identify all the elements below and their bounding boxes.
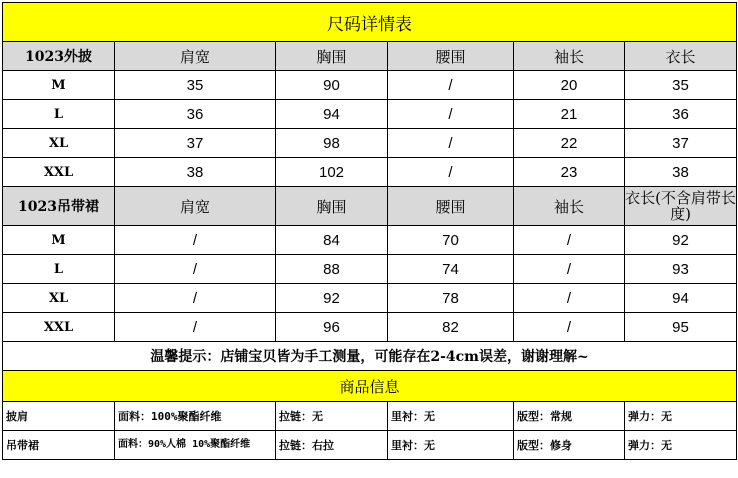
product-info-row xyxy=(3,402,737,431)
table-cell: 84 xyxy=(276,226,388,255)
size-label: XL xyxy=(3,284,115,313)
info-cell: 披肩 xyxy=(3,402,115,431)
table1-row xyxy=(3,100,737,129)
table1-row xyxy=(3,129,737,158)
table-cell: 70 xyxy=(388,226,514,255)
info-cell: 吊带裙 xyxy=(3,431,115,460)
size-chart-table xyxy=(2,2,737,460)
table-cell: 38 xyxy=(625,158,737,187)
table-cell: 36 xyxy=(115,100,276,129)
table2-header-cell: 腰围 xyxy=(388,187,514,226)
info-cell: 拉链：右拉 xyxy=(276,431,388,460)
table1-header-row xyxy=(3,42,737,71)
table-cell: / xyxy=(115,313,276,342)
table-cell: / xyxy=(514,255,625,284)
table2-row xyxy=(3,313,737,342)
table-cell: 35 xyxy=(115,71,276,100)
table1-header-cell: 衣长 xyxy=(625,42,737,71)
size-label: XL xyxy=(3,129,115,158)
table-cell: 38 xyxy=(115,158,276,187)
table2-header-cell: 1023吊带裙 xyxy=(3,187,115,226)
table-cell: 98 xyxy=(276,129,388,158)
table-cell: / xyxy=(514,284,625,313)
table-cell: / xyxy=(514,313,625,342)
table-cell: 20 xyxy=(514,71,625,100)
table-cell: / xyxy=(115,284,276,313)
table1-header-cell: 袖长 xyxy=(514,42,625,71)
table-cell: 78 xyxy=(388,284,514,313)
table-cell: 23 xyxy=(514,158,625,187)
table2-row xyxy=(3,255,737,284)
table1-row xyxy=(3,71,737,100)
table-cell: / xyxy=(514,226,625,255)
info-cell: 弹力：无 xyxy=(625,431,737,460)
table1-header-cell: 肩宽 xyxy=(115,42,276,71)
table-cell: 88 xyxy=(276,255,388,284)
table-cell: 96 xyxy=(276,313,388,342)
size-label: XXL xyxy=(3,313,115,342)
measurement-tip: 温馨提示：店铺宝贝皆为手工测量，可能存在2-4cm误差，谢谢理解~ xyxy=(3,342,737,371)
table-cell: 93 xyxy=(625,255,737,284)
table-cell: 92 xyxy=(276,284,388,313)
info-cell: 弹力：无 xyxy=(625,402,737,431)
table-cell: 22 xyxy=(514,129,625,158)
table-cell: / xyxy=(115,226,276,255)
table2-header-cell: 肩宽 xyxy=(115,187,276,226)
table-cell: / xyxy=(388,129,514,158)
table-cell: 37 xyxy=(625,129,737,158)
table-cell: 102 xyxy=(276,158,388,187)
table2-header-cell: 衣长(不含肩带长度) xyxy=(625,187,737,226)
table-cell: / xyxy=(388,71,514,100)
page-title: 尺码详情表 xyxy=(3,3,737,42)
table1-header-cell: 腰围 xyxy=(388,42,514,71)
table1-header-cell: 胸围 xyxy=(276,42,388,71)
info-cell: 面料：90%人棉 10%聚酯纤维 xyxy=(115,431,276,460)
info-cell: 拉链：无 xyxy=(276,402,388,431)
table1-row xyxy=(3,158,737,187)
table-cell: 82 xyxy=(388,313,514,342)
table-cell: 94 xyxy=(625,284,737,313)
table2-row xyxy=(3,284,737,313)
size-label: M xyxy=(3,71,115,100)
table-cell: 21 xyxy=(514,100,625,129)
table-cell: 95 xyxy=(625,313,737,342)
table-cell: / xyxy=(115,255,276,284)
size-label: L xyxy=(3,255,115,284)
product-info-title: 商品信息 xyxy=(3,371,737,402)
table1-header-cell: 1023外披 xyxy=(3,42,115,71)
table-cell: 90 xyxy=(276,71,388,100)
info-cell: 版型：修身 xyxy=(514,431,625,460)
info-cell: 里衬：无 xyxy=(388,431,514,460)
table2-row xyxy=(3,226,737,255)
info-cell: 版型：常规 xyxy=(514,402,625,431)
table2-header-cell: 袖长 xyxy=(514,187,625,226)
size-label: XXL xyxy=(3,158,115,187)
product-info-row xyxy=(3,431,737,460)
table-cell: 36 xyxy=(625,100,737,129)
table-cell: 74 xyxy=(388,255,514,284)
table-cell: 94 xyxy=(276,100,388,129)
size-label: L xyxy=(3,100,115,129)
table-cell: 35 xyxy=(625,71,737,100)
info-cell: 里衬：无 xyxy=(388,402,514,431)
size-label: M xyxy=(3,226,115,255)
table2-header-row xyxy=(3,187,737,226)
table-cell: 92 xyxy=(625,226,737,255)
info-cell: 面料：100%聚酯纤维 xyxy=(115,402,276,431)
table-cell: / xyxy=(388,100,514,129)
table-cell: / xyxy=(388,158,514,187)
table-cell: 37 xyxy=(115,129,276,158)
table2-header-cell: 胸围 xyxy=(276,187,388,226)
